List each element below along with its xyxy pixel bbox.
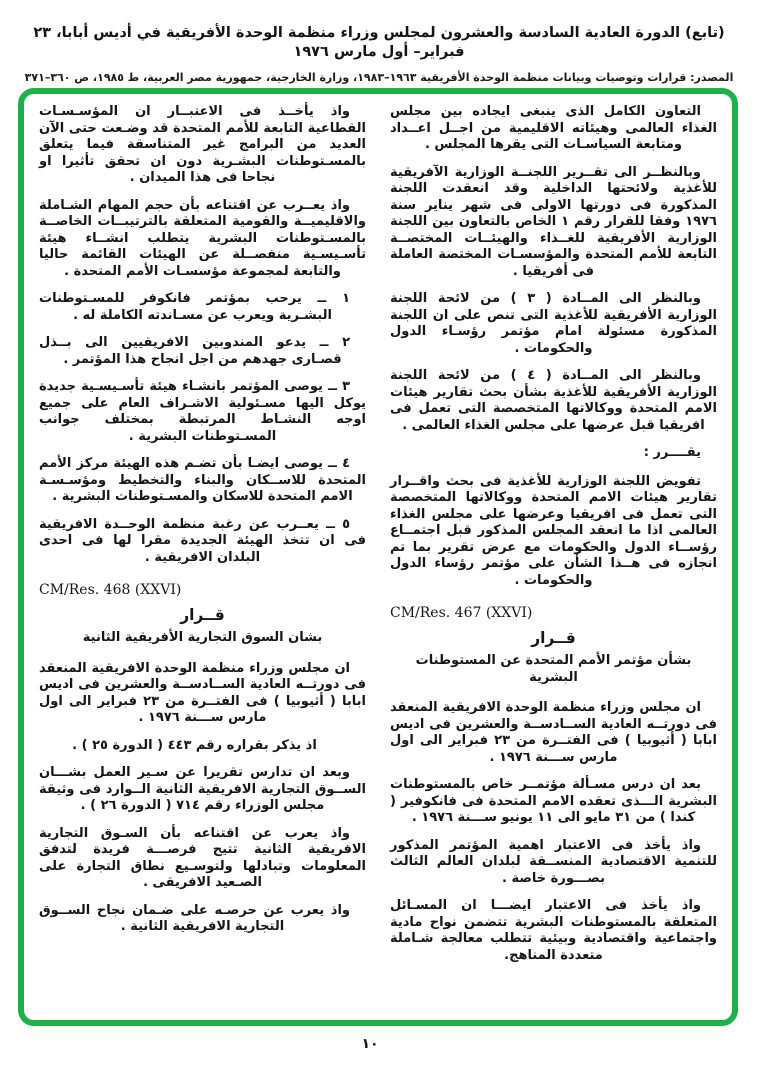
paragraph: التعاون الكامل الذى ينبغى ايجاده بين مجلس الغذاء العالمى وهيئاته الاقليمية من اجــل اعــداد ومتابعة السياسـات التى يقرها المجلس .: [390, 104, 717, 152]
decides-label: يقــــرر :: [643, 445, 701, 460]
paragraph: بعد ان درس مسـألة مؤتمــر خاص بالمستوطنات البشرية الـــذى تعقده الامم المتحدة فى فانكوفير ( كندا ) من ٣١ مايو الى ١١ يونيو ســـنة ١٩٧٦ .: [390, 777, 717, 825]
paragraph: وبالنظــر الى تقــرير اللجنــة الوزارية الآفريقية للأغذية ولائحتها الداخلية وقد انعقدت اللجنة المذكورة فى دورتها الاولى فى شهر يناير سنة ١٩٧٦ وفقا للقرار رقم ١ الخاص بالتعاون بين اللجنة الوزارية الأفريقية للغــذاء والهيئــات المختصــة التابعة للأمم المتحدة والمؤسسـات المختصة العاملة فى أفريقيا .: [390, 164, 717, 279]
page-footer: [0, 1036, 740, 1052]
numbered-item: ٣ ــ يوصى المؤتمر بانشـاء هيئة تأسـيسـية جديدة يوكل اليها مسـئولية الاشـراف العام على جميع اوجه النشـاط المرتبطة بمختلف جوانب المسـتوطنات البشرية .: [39, 379, 366, 444]
paragraph: ان مجلس وزراء منظمة الوحدة الافريقية المنعقد فى دورتــه العادية الســادســة والعشرين فى اديس ابابا ( أثيوبيا ) فى الفتــرة من ٢٣ فبراير الى اول مارس ســـنة ١٩٧٦ .: [39, 660, 366, 725]
resolution-heading: قــرار: [531, 628, 576, 647]
paragraph: اذ يذكر بقراره رقم ٤٤٣ ( الدورة ٢٥ ) .: [72, 737, 317, 753]
paragraph: واذ يعــرب عن اقتناعه بأن حجم المهام الشـاملة والاقليميــة والقومية المتعلقة بالترتيبــات الخاصــة بالمسـتوطنات البشرية يتطلب انشــاء هيئة تأسـيسـية منفصــلة عن الهيئات القائمة حاليا والتابعة لمجموعة مؤسسـات الأمم المتحدة .: [39, 197, 366, 279]
resolution-subject: بشان السوق التجارية الأفريقية الثانية: [82, 630, 323, 645]
resolution-heading: قــرار: [180, 605, 225, 624]
paragraph: واذ يأخــذ فى الاعتبــار ان المؤسـسـات القطاعية التابعة للأمم المتحدة قد وضـعت حتى الآن العديد من البرامج غير المتناسقة فيما يتعلق بالمسـتوطنات البشـرية دون ان تحقق تأثيرا او نجاحا فى هذا الميدان .: [39, 104, 366, 185]
paragraph: واذ يأخذ فى الاعتبار ايضـــا ان المسـائل المتعلقة بالمستوطنات البشرية تتضمن نواح مادية واجتماعية واقتصادية وبيئية تتطلب معالجة شـاملة متعددة المناهج.: [390, 898, 717, 963]
paragraph: واذ يعرب عن حرصـه على ضـمان نجاح الســوق التجارية الافريقية الثانية .: [39, 902, 350, 934]
page-header: [0, 0, 758, 84]
paragraph: واذ يعرب عن اقتناعه بأن السـوق التجارية الافريقية الثانية تتيح فرصـــة فريدة لتدفق المعلومات وتبادلها ولتوسـيع نطاق التجارة على الصـعيد الافريقى .: [39, 825, 366, 890]
resolution-number: CM/Res. 467 (XXVI): [390, 605, 533, 621]
resolution-subject: بشأن مؤتمر الأمم المتحدة عن المستوطنات البشرية: [415, 653, 692, 685]
page-number: ١٠: [361, 1036, 379, 1052]
numbered-item: ٢ ــ يدعو المندوبين الافريقيين الى بــذل قصـارى جهدهم من اجل انجاح هذا المؤتمر .: [39, 335, 350, 367]
paragraph: تفويض اللجنة الوزارية للأغذية فى بحث واقــرار تقارير هيئات الامم المتحدة ووكالاتها المتخصصة التى تعمل فى افريقيا وعرضها على مجلس الغذاء العالمى اذا ما انعقد المجلس المذكور قبل اجتمــاع رؤســاء الدول والحكومات مع عرض تقرير بما تم انجازه فى هــذا الشأن على مؤتمر رؤساء الدول والحكومات .: [390, 473, 717, 588]
paragraph: وبالنظر الى المــادة ( ٤ ) من لائحة اللجنة الوزارية الأفريقية للأغذية بشأن بحث تقارير هيئات الامم المتحدة ووكالاتها المتخصصة التى تعمل فى افريقيا قبل عرضها على مجلس الغذاء العالمى .: [390, 368, 717, 433]
numbered-item: ٥ ــ يعــرب عن رغبة منظمة الوحــدة الافريقية فى ان تتخذ الهيئة الجديدة مقرا لها فى احدى البلدان الافريقية .: [39, 516, 366, 565]
source-citation: المصدر: قرارات وتوصيات وبيانات منظمة الوحدة الأفريقية ١٩٦٣–١٩٨٣، وزارة الخارجية، جمهورية مصر العربية، ط ١٩٨٥، ص ٣٦٠–٣٧١: [24, 70, 734, 84]
green-frame: [18, 88, 738, 1026]
numbered-item: ٤ ــ يوصى ايضـا بأن تضـم هذه الهيئة مركز الأمم المتحدة للاســكان والبناء والتخطيط ومؤسـسـة الامم المتحدة للاسكان والمسـتوطنات البشرية .: [39, 456, 366, 504]
paragraph: واذ يأخذ فى الاعتبار اهمية المؤتمر المذكور للتنمية الاقتصادية المنســقة لبلدان العالم الثالث بصـــورة خاصة .: [390, 837, 717, 886]
paragraph: وبعد ان تدارس تقريرا عن سـير العمل بشـــان الســوق التجارية الافريقية الثانية الــوارد فى وثيقة مجلس الوزراء رقم ٧١٤ ( الدورة ٢٦ ) .: [39, 765, 366, 813]
resolution-number: CM/Res. 468 (XXVI): [39, 582, 182, 598]
session-title: (تابع) الدورة العادية السادسة والعشرون لمجلس وزراء منظمة الوحدة الأفريقية في أديس أبابا، ٢٣ فبراير– أول مارس ١٩٧٦: [33, 25, 725, 60]
paragraph: ان مجلس وزراء منظمة الوحدة الافريقية المنعقد فى دورتــه العادية الســادســة والعشرين فى اديس ابابا ( أثيوبيا ) فى الفتــرة من ٢٣ فبراير الى اول مارس ســـنة ١٩٧٦ .: [390, 700, 717, 765]
column-right: [390, 104, 717, 1012]
paragraph: وبالنظر الى المــادة ( ٣ ) من لائحة اللجنة الوزارية الأفريقية للأغذية التى تنص على ان اللجنة المذكورة مسئولة امام مؤتمر رؤسـاء الدول والحكومات .: [390, 291, 717, 356]
column-left: [39, 104, 366, 1012]
numbered-item: ١ ــ يرحب بمؤتمر فانكوفر للمسـتوطنات البشـرية ويعرب عن مسـاندته الكاملة له .: [39, 291, 350, 323]
